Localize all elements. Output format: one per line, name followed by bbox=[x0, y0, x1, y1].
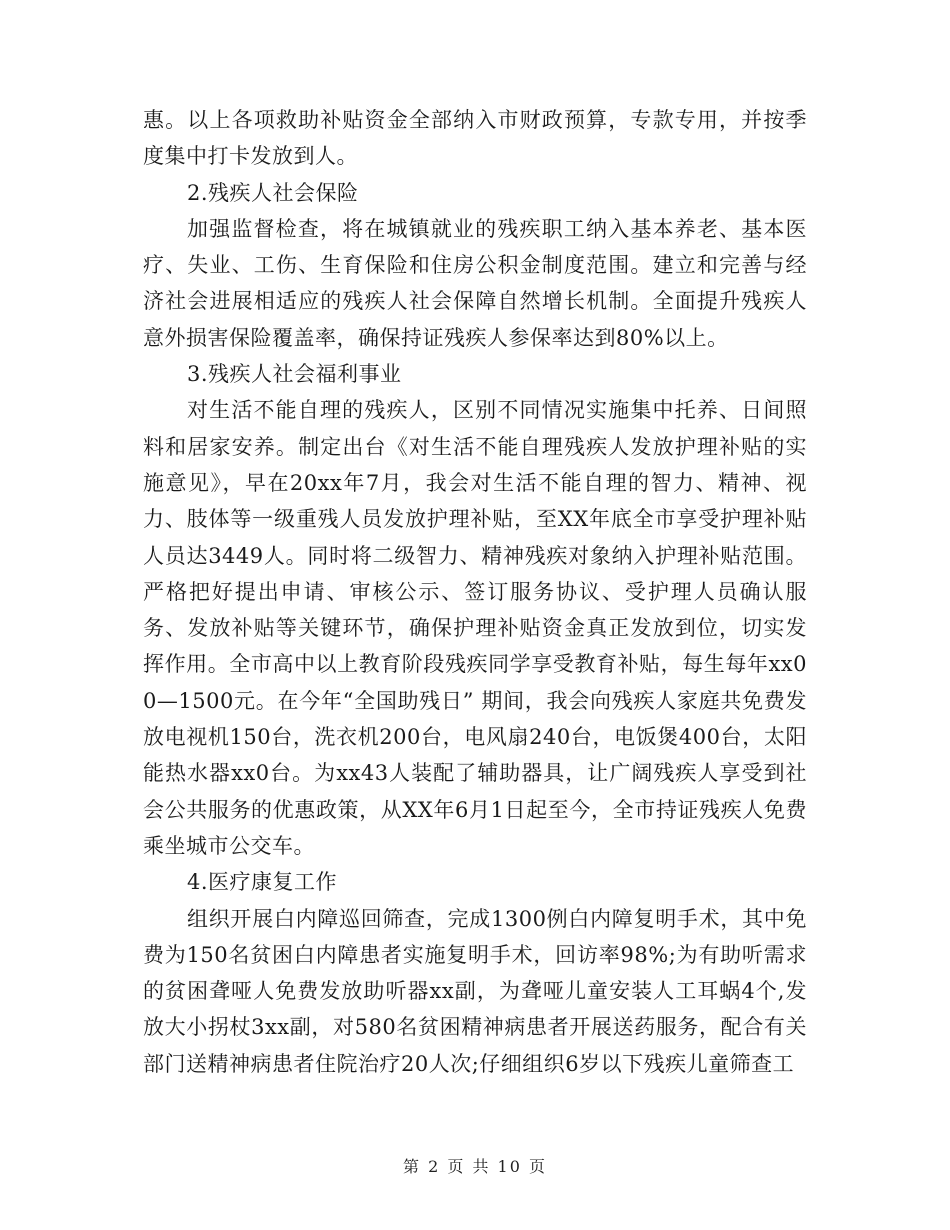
paragraph-medical-rehab: 组织开展白内障巡回筛查，完成1300例白内障复明手术，其中免费为150名贫困白内障患者实施复明手术，回访率98%;为有助听需求的贫困聋哑人免费发放助听器xx副，为聋哑儿童安装人工耳蜗4个,发放大小拐杖3xx副，对580名贫困精神病患者开展送药服务，配合有关部门送精神病患者住院治疗20人次;仔细组织6岁以下残疾儿童筛查工 bbox=[143, 906, 807, 1076]
page-number-footer: 第 2 页 共 10 页 bbox=[403, 1157, 547, 1176]
paragraph-continuation: 惠。以上各项救助补贴资金全部纳入市财政预算，专款专用，并按季度集中打卡发放到人。 bbox=[143, 108, 807, 169]
document-body bbox=[143, 102, 807, 1082]
section-heading-medical-rehab: 4.医疗康复工作 bbox=[187, 870, 338, 895]
paragraph-welfare: 对生活不能自理的残疾人，区别不同情况实施集中托养、日间照料和居家安养。制定出台《对生活不能自理残疾人发放护理补贴的实施意见》，早在20xx年7月，我会对生活不能自理的智力、精神、视力、肢体等一级重残人员发放护理补贴，至XX年底全市享受护理补贴人员达3449人。同时将二级智力、精神残疾对象纳入护理补贴范围。严格把好提出申请、审核公示、签订服务协议、受护理人员确认服务、发放补贴等关键环节，确保护理补贴资金真正发放到位，切实发挥作用。全市高中以上教育阶段残疾同学享受教育补贴，每生每年xx00—1500元。在今年“全国助残日” 期间，我会向残疾人家庭共免费发放电视机150台，洗衣机200台，电风扇240台，电饭煲400台，太阳能热水器xx0台。为xx43人装配了辅助器具，让广阔残疾人享受到社会公共服务的优惠政策，从XX年6月1日起至今，全市持证残疾人免费乘坐城市公交车。 bbox=[143, 398, 807, 858]
paragraph-social-insurance: 加强监督检查，将在城镇就业的残疾职工纳入基本养老、基本医疗、失业、工伤、生育保险和住房公积金制度范围。建立和完善与经济社会进展相适应的残疾人社会保障自然增长机制。全面提升残疾人意外损害保险覆盖率，确保持证残疾人参保率达到80%以上。 bbox=[143, 216, 807, 350]
section-heading-social-insurance: 2.残疾人社会保险 bbox=[187, 180, 359, 205]
section-heading-welfare: 3.残疾人社会福利事业 bbox=[187, 362, 402, 387]
